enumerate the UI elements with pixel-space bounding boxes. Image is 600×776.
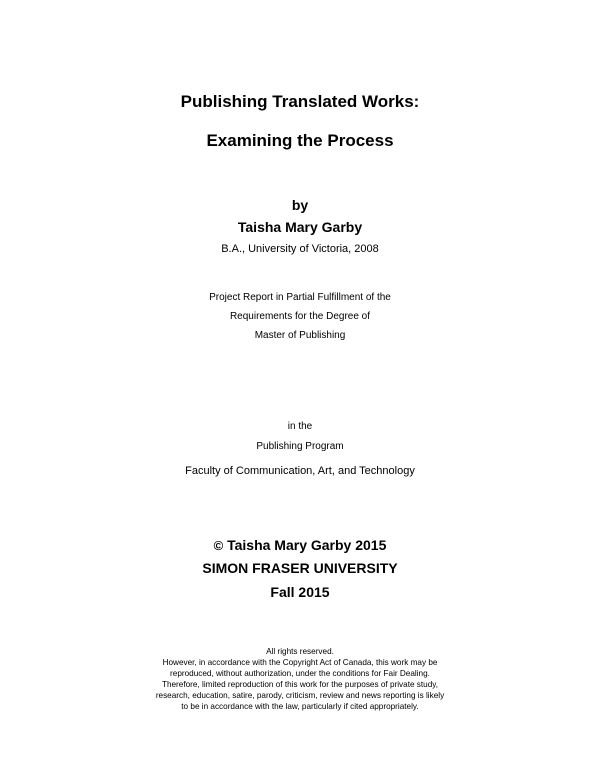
copyright-icon: © [213, 538, 224, 553]
university-name: SIMON FRASER UNIVERSITY [202, 560, 398, 576]
legal-line-6: to be in accordance with the law, particularly if cited appropriately. [181, 702, 419, 711]
copyright-line [0, 537, 600, 553]
legal-line-5: research, education, satire, parody, criticism, review and news reporting is likely [155, 691, 445, 700]
legal-line-4: Therefore, limited reproduction of this work for the purposes of private study, [161, 680, 439, 689]
program-name: Publishing Program [256, 441, 344, 452]
author-degree: B.A., University of Victoria, 2008 [221, 243, 379, 255]
report-line-1: Project Report in Partial Fulfillment of the [209, 292, 391, 303]
report-line-3: Master of Publishing [254, 330, 346, 341]
title-line-1: Publishing Translated Works: [180, 92, 420, 111]
in-the-label: in the [287, 421, 313, 432]
title-line-2: Examining the Process [206, 131, 394, 150]
legal-line-1: All rights reserved. [266, 647, 334, 656]
term: Fall 2015 [270, 584, 330, 600]
faculty-name: Faculty of Communication, Art, and Technology [185, 465, 415, 477]
legal-line-2: However, in accordance with the Copyright Act of Canada, this work may be [162, 658, 438, 667]
by-label: by [291, 197, 309, 213]
report-line-2: Requirements for the Degree of [229, 311, 371, 322]
author-name: Taisha Mary Garby [237, 219, 363, 235]
legal-line-3: reproduced, without authorization, under the conditions for Fair Dealing. [170, 669, 430, 678]
copyright-holder: Taisha Mary Garby 2015 [227, 537, 387, 553]
